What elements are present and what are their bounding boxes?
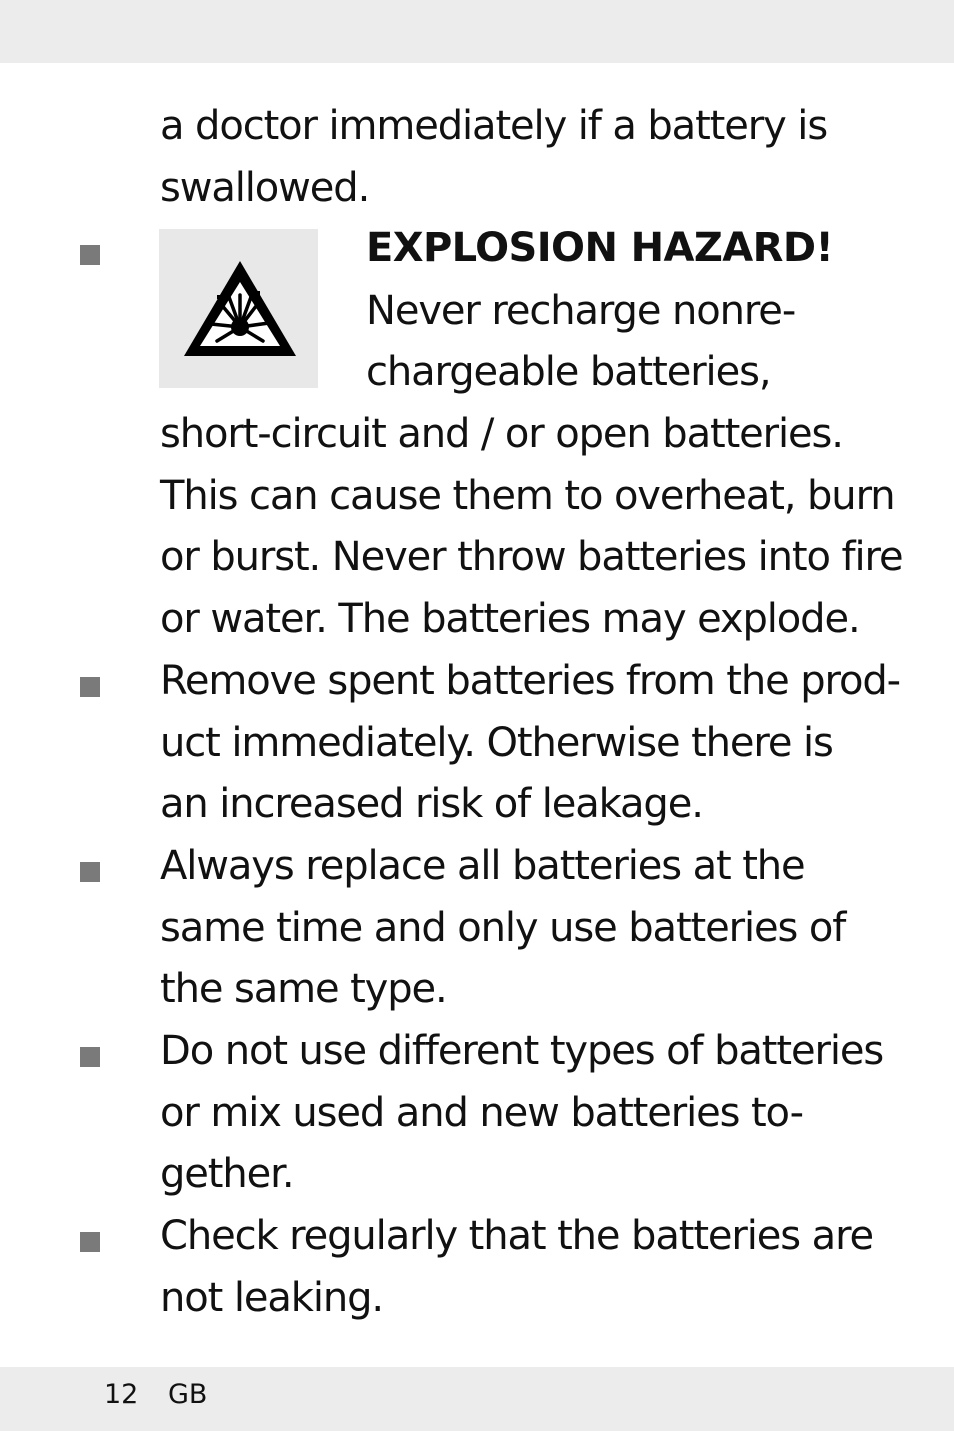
explosion-line-5: or burst. Never throw batteries into fire [160, 534, 903, 580]
bullet-marker-2 [80, 862, 100, 882]
bullet-2-line-3: the same type. [160, 966, 447, 1012]
bullet-3-line-2: or mix used and new batteries to- [160, 1090, 803, 1136]
bullet-2-line-1: Always replace all batteries at the [160, 843, 805, 889]
language-code: GB [168, 1379, 208, 1410]
explosion-hazard-icon [159, 229, 318, 388]
bullet-marker-1 [80, 677, 100, 697]
explosion-line-3: short-circuit and / or open batteries. [160, 411, 843, 457]
bullet-3-line-3: gether. [160, 1151, 294, 1197]
bullet-marker-explosion [80, 245, 100, 265]
intro-line-2: swallowed. [160, 165, 370, 211]
explosion-line-1: Never recharge nonre- [366, 288, 796, 334]
bullet-4-line-2: not leaking. [160, 1275, 383, 1321]
bullet-1-line-3: an increased risk of leakage. [160, 781, 703, 827]
bullet-1-line-2: uct immediately. Otherwise there is [160, 720, 833, 766]
bullet-2-line-2: same time and only use batteries of [160, 905, 846, 951]
explosion-heading: EXPLOSION HAZARD! [366, 225, 834, 271]
bullet-marker-4 [80, 1232, 100, 1252]
bullet-1-line-1: Remove spent batteries from the prod- [160, 658, 900, 704]
explosion-line-2: chargeable batteries, [366, 349, 771, 395]
bullet-marker-3 [80, 1047, 100, 1067]
explosion-line-6: or water. The batteries may explode. [160, 596, 860, 642]
intro-line-1: a doctor immediately if a battery is [160, 103, 828, 149]
page-number: 12 [104, 1379, 139, 1410]
bullet-3-line-1: Do not use different types of batteries [160, 1028, 884, 1074]
explosion-line-4: This can cause them to overheat, burn [160, 473, 895, 519]
footer-band [0, 1367, 954, 1431]
header-band [0, 0, 954, 63]
bullet-4-line-1: Check regularly that the batteries are [160, 1213, 874, 1259]
